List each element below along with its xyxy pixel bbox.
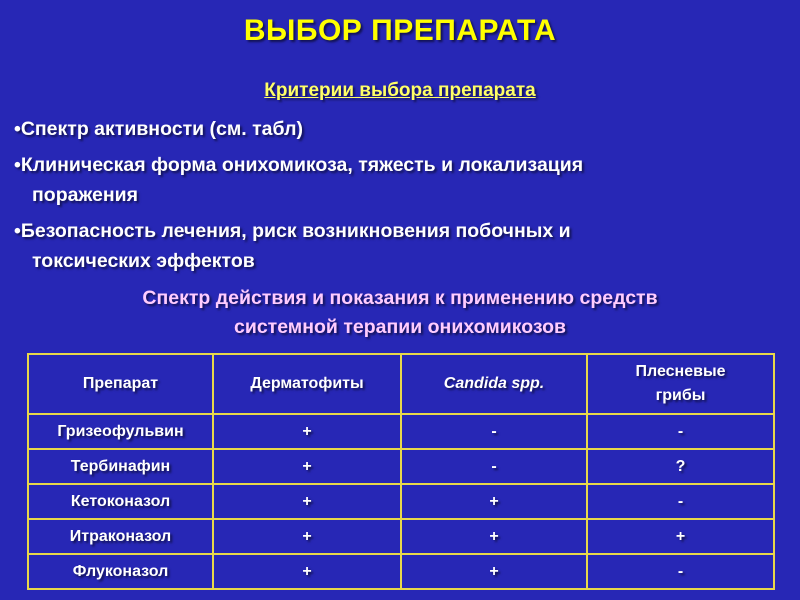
drug-spectrum-table: [27, 353, 775, 590]
criteria-item: [14, 114, 784, 144]
criteria-list: [14, 114, 784, 282]
dermatophytes-cell: +: [213, 484, 401, 519]
criteria-item-continuation: поражения: [32, 184, 139, 206]
dermatophytes-cell: +: [213, 519, 401, 554]
spectrum-heading: [0, 284, 800, 342]
drug-name-cell: Гризеофульвин: [28, 414, 213, 449]
dermatophytes-cell: +: [213, 414, 401, 449]
page-title: ВЫБОР ПРЕПАРАТА: [243, 14, 557, 47]
dermatophytes-cell: +: [213, 554, 401, 589]
spectrum-heading-line: Спектр действия и показания к применению средств: [142, 287, 658, 309]
candida-cell: +: [401, 484, 587, 519]
molds-cell: ?: [587, 449, 774, 484]
drug-name-cell: Итраконазол: [28, 519, 213, 554]
drug-name-cell: Кетоконазол: [28, 484, 213, 519]
criteria-item-text: •Спектр активности (см. табл): [14, 118, 303, 140]
header-dermatophytes: Дерматофиты: [213, 354, 401, 414]
candida-cell: +: [401, 554, 587, 589]
header-molds-text: Плесневые грибы: [635, 363, 726, 404]
molds-cell: -: [587, 414, 774, 449]
criteria-item: [14, 150, 784, 210]
header-molds: [587, 354, 774, 414]
criteria-item: [14, 216, 784, 276]
criteria-item-text: •Безопасность лечения, риск возникновения побочных и: [14, 220, 571, 242]
candida-cell: -: [401, 414, 587, 449]
table-row: [28, 519, 774, 554]
molds-cell: -: [587, 554, 774, 589]
criteria-item-text: •Клиническая форма онихомикоза, тяжесть и локализация: [14, 154, 584, 176]
header-candida: Candida spp.: [401, 354, 587, 414]
table-header-row: [28, 354, 774, 414]
molds-cell: +: [587, 519, 774, 554]
candida-cell: +: [401, 519, 587, 554]
dermatophytes-cell: +: [213, 449, 401, 484]
criteria-heading: Критерии выбора препарата: [264, 80, 536, 101]
drug-name-cell: Флуконазол: [28, 554, 213, 589]
table-row: [28, 554, 774, 589]
drug-name-cell: Тербинафин: [28, 449, 213, 484]
candida-cell: -: [401, 449, 587, 484]
molds-cell: -: [587, 484, 774, 519]
table-row: [28, 484, 774, 519]
table-row: [28, 414, 774, 449]
table-row: [28, 449, 774, 484]
criteria-item-continuation: токсических эффектов: [32, 250, 255, 272]
header-drug: Препарат: [28, 354, 213, 414]
spectrum-heading-line: системной терапии онихомикозов: [233, 316, 567, 338]
